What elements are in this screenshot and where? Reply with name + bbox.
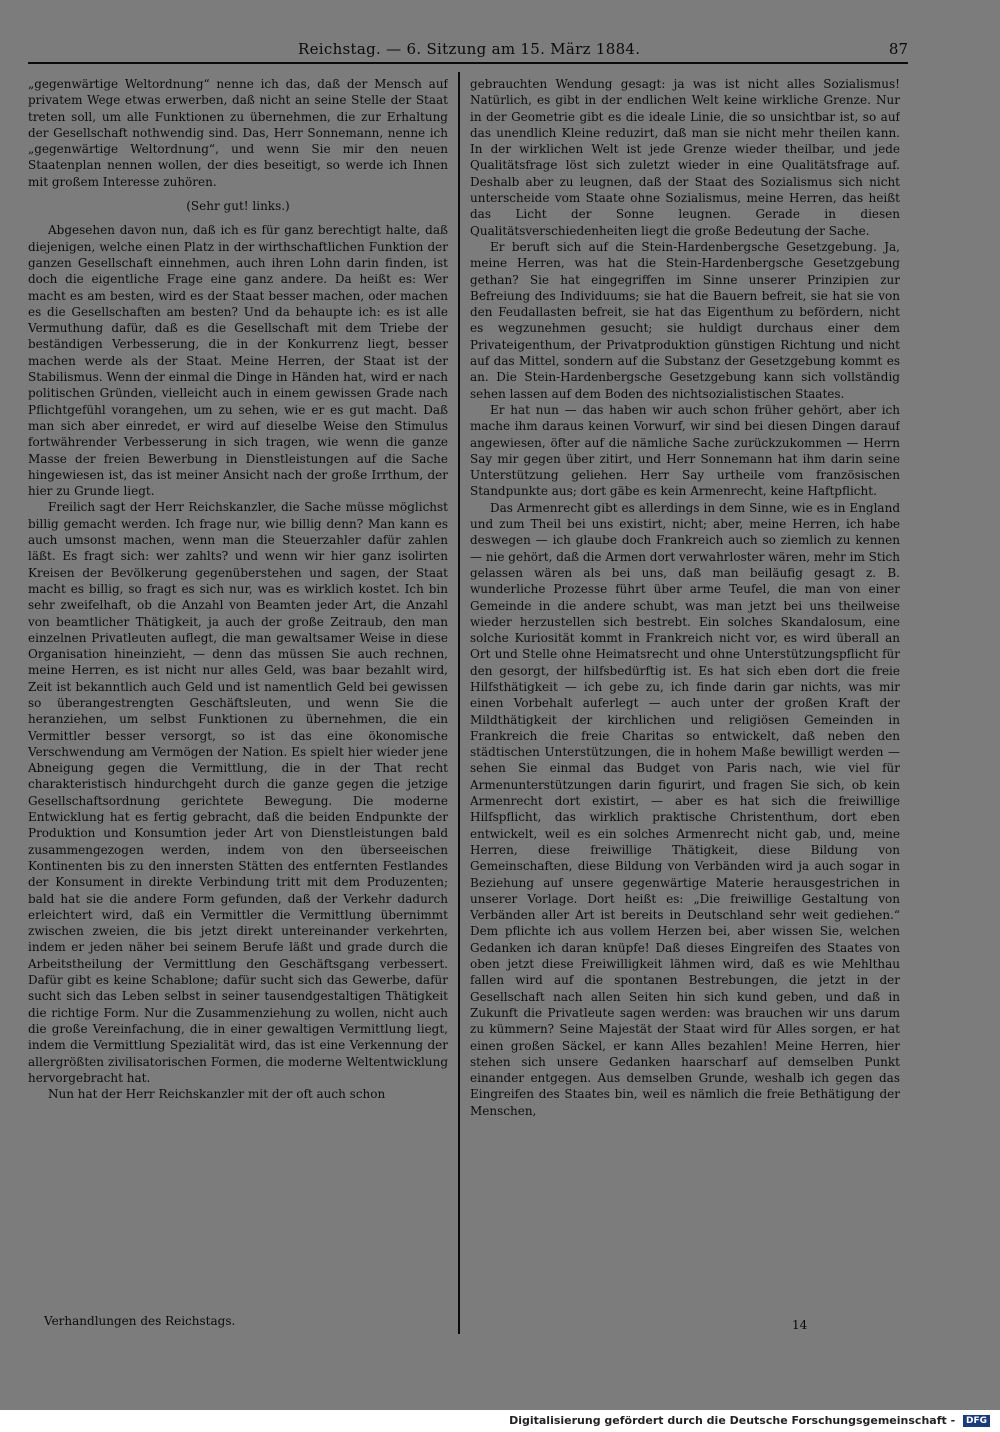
- credit-text: Digitalisierung gefördert durch die Deutsche Forschungsgemeinschaft -: [509, 1414, 956, 1427]
- paragraph: Nun hat der Herr Reichskanzler mit der oft auch schon: [48, 1087, 386, 1102]
- dfg-logo-icon: DFG: [963, 1415, 990, 1427]
- column-divider: [458, 72, 460, 1334]
- header-rule: [28, 62, 908, 64]
- paragraph: Er beruft sich auf die Stein-Hardenbergsche Gesetzgebung. Ja, meine Herren, was hat die Stein-Hardenbergsche Gesetzgebung gethan? Sie hat eingegriffen im Sinne unserer Prinzipien zur Befreiung des Individuums; sie hat die Bauern befreit, sie hat sie von den Feudallasten befreit, sie hat das Eigenthum zu befördern, nicht es wegzunehmen gesucht; sie huldigt durchaus einer dem Privateigenthum, der Privatproduktion günstigen Richtung und nicht auf das Mittel, sondern auf die Substanz der Gesetzgebung kommt es an. Die Stein-Hardenbergsche Gesetzgebung kann sich vollständig sehen lassen auf dem Boden des nichtsozialistischen Staates.: [470, 239, 900, 401]
- paragraph: Freilich sagt der Herr Reichskanzler, die Sache müsse möglichst billig gemacht werden. Ich frage nur, wie billig denn? Man kann es auch umsonst machen, wenn man die Steuerzahler dafür zahlen läßt. Es fragt sich: wer zahlts? und wenn wir hier ganz isolirten Kreisen der Bevölkerung gegenüberstehen und sagen, der Staat macht es billig, so fragt es sich nur, was es wirklich kostet. Ich bin sehr zweifelhaft, ob die Anzahl von Beamten jeder Art, die Anzahl von beamtlicher Thätigkeit, ja auch der große Zeitraub, den man einzelnen Privatleuten auflegt, die man gewaltsamer Weise in diese Organisation hineinzieht, — denn das müssen Sie auch rechnen, meine Herren, es ist nicht nur alles Geld, was baar bezahlt wird, Zeit ist bekanntlich auch Geld und ist namentlich Geld bei gewissen so überangestrengten Geschäftsleuten, und wenn Sie die heranziehen, um selbst Funktionen zu übernehmen, die ein Vermittler besser versorgt, so ist das eine ökonomische Verschwendung am Vermögen der Nation. Es spielt hier wieder jene Abneigung gegen die Vermittlung, die in der That recht charakteristisch hindurchgeht durch die ganze gegen die jetzige Gesellschaftsordnung gerichtete Bewegung. Die moderne Entwicklung hat es fertig gebracht, daß die beiden Endpunkte der Produktion und Konsumtion jeder Art von Dienstleistungen bald zusammengezogen werden, indem von den überseeischen Kontinenten bis zu den innersten Stätten des entfernten Festlandes der Konsument in direkte Verbindung tritt mit dem Produzenten; bald hat sie die andere Form gefunden, daß der Verkehr dadurch erleichtert wird, daß ein Vermittler die Vermittlung übernimmt zwischen zweien, die bis jetzt direkt untereinander verkehrten, indem er jeden näher bei seinem Berufe läßt und grade durch die Arbeitstheilung der Vermittlung den Geschäftsgang verbessert. Dafür gibt es keine Schablone; dafür sucht sich das Gewerbe, dafür sucht sich das Leben selbst in seiner tausendgestaltigen Thätigkeit die richtige Form. Nur die Zusammenziehung zu wollen, nicht auch die große Vereinfachung, die in einer gewaltigen Vermittlung liegt, indem die Vermittlung Spezialität wird, das ist eine Verkennung der allergrößten zivilisatorischen Formen, die moderne Weltentwicklung hervorgebracht hat.: [28, 500, 448, 1085]
- digitization-credit: [509, 1414, 990, 1427]
- paragraph: gebrauchten Wendung gesagt: ja was ist nicht alles Sozialismus! Natürlich, es gibt in der endlichen Welt keine wirkliche Grenze. Nur in der Geometrie gibt es die ideale Linie, die so unsichtbar ist, so auf das unendlich Kleine reduzirt, daß man sie nicht mehr theilen kann. In der wirklichen Welt ist jede Grenze wieder theilbar, und jede Qualitätsfrage löst sich zuletzt wieder in eine Qualitätsfrage auf. Deshalb aber zu leugnen, daß der Staat des Sozialismus sich nicht unterscheide vom Staate ohne Sozialismus, meine Herren, das heißt das Licht der Sonne leugnen. Gerade in diesen Qualitätsverschiedenheiten liegt die große Bedeutung der Sache.: [470, 77, 900, 238]
- paragraph: „gegenwärtige Weltordnung“ nenne ich das, daß der Mensch auf privatem Wege etwas erwerben, daß nicht an seine Stelle der Staat treten soll, um alle Funktionen zu übernehmen, die zur Erhaltung der Gesellschaft nothwendig sind. Das, Herr Sonnemann, nenne ich „gegenwärtige Weltordnung“, und wenn Sie mir den neuen Staatenplan nennen wollen, der dies beseitigt, so werde ich Ihnen mit großem Interesse zuhören.: [28, 77, 448, 189]
- page-title: Reichstag. — 6. Sitzung am 15. März 1884.: [298, 40, 641, 58]
- interjection: (Sehr gut! links.): [186, 199, 290, 214]
- page-header: [28, 34, 908, 64]
- signature-mark: 14: [792, 1318, 808, 1332]
- right-column: [470, 76, 900, 1306]
- footer-source: Verhandlungen des Reichstags.: [44, 1314, 236, 1328]
- page-number: 87: [888, 40, 908, 58]
- paragraph: Das Armenrecht gibt es allerdings in dem Sinne, wie es in England und zum Theil bei uns existirt, nicht; aber, meine Herren, ich habe deswegen — ich glaube doch Frankreich auch so ziemlich zu kennen — nie gehört, daß die Armen dort verwahrloster wären, mehr im Stich gelassen wären als bei uns, daß man beiläufig gesagt z. B. wunderliche Prozesse führt über arme Teufel, die man von einer Gemeinde in die andere schubt, was man jetzt bei uns theilweise wieder herzustellen sich bestrebt. Ein solches Skandalosum, eine solche Kuriosität kommt in Frankreich nicht vor, es wird überall an Ort und Stelle ohne Heimatsrecht und ohne Unterstützungspflicht für den gesorgt, der hilfsbedürftig ist. Es hat sich eben dort die freie Hilfsthätigkeit — ich gebe zu, ich finde darin gar nichts, was mir einen Vorbehalt auferlegt — auch unter der großen Kraft der Mildthätigkeit der kirchlichen und religiösen Gemeinden in Frankreich die freie Charitas so entwickelt, daß neben den städtischen Unterstützungen, die in hohem Maße bewilligt werden — sehen Sie einmal das Budget von Paris nach, wie viel für Armenunterstützungen darin figurirt, und fragen Sie sich, ob kein Armenrecht dort existirt, — aber es hat sich die freiwillige Hilfspflicht, das wirklich praktische Christenthum, dort eben entwickelt, weil es ein solches Armenrecht nicht gab, und, meine Herren, diese freiwillige Thätigkeit, diese Bildung von Gemeinschaften, diese Bildung von Verbänden wird ja auch sogar in Beziehung auf unsere gegenwärtige Materie herausgestrichen in unserer Vorlage. Dort heißt es: „Die freiwillige Gestaltung von Verbänden aller Art ist bereits in Deutschland sehr weit gediehen.“ Dem pflichte ich aus vollem Herzen bei, aber wissen Sie, welchen Gedanken ich daran knüpfe! Daß dieses Eingreifen des Staates von oben jetzt diese Freiwilligkeit lähmen wird, daß es wie Mehlthau fallen wird auf die spontanen Bestrebungen, die jetzt in der Gesellschaft nach allen Seiten hin sich kund geben, und daß in Zukunft die Privatleute sagen werden: was brauchen wir uns darum zu kümmern? Seine Majestät der Staat wird für Alles sorgen, er hat einen großen Säckel, er kann Alles bezahlen! Meine Herren, hier stehen sich unsere Gedanken haarscharf auf demselben Punkt einander entgegen. Aus demselben Grunde, weshalb ich gegen das Eingreifen des Staates bin, weil es nämlich die freie Bethätigung der Menschen,: [470, 500, 900, 1118]
- paragraph: Er hat nun — das haben wir auch schon früher gehört, aber ich mache ihm daraus keinen Vorwurf, wir sind bei diesen Dingen darauf angewiesen, öfter auf die nämliche Sache zurückzukommen — Herrn Say mir gegen über zitirt, und Herr Sonnemann hat ihm darin seine Unterstützung geliehen. Herr Say urtheile vom französischen Standpunkte aus; dort gäbe es kein Armenrecht, keine Haftpflicht.: [470, 402, 900, 499]
- paragraph: Abgesehen davon nun, daß ich es für ganz berechtigt halte, daß diejenigen, welche einen Platz in der wirthschaftlichen Funktion der ganzen Gesellschaft einnehmen, auch ihren Lohn darin finden, ist doch die eigentliche Frage eine ganz andere. Da heißt es: Wer macht es am besten, wird es der Staat besser machen, oder machen es die Gesellschaften am besten? Und da behaupte ich: es ist alle Vermuthung dafür, daß es die Gesellschaft mit dem Triebe der beständigen Verbesserung, die in der Konkurrenz liegt, besser machen werde als der Staat. Meine Herren, der Staat ist der Stabilismus. Wenn der einmal die Dinge in Händen hat, wird er nach politischen Gründen, vielleicht auch in einem gewissen Grade nach Pflichtgefühl vorangehen, um zu sehen, wie er es gut macht. Daß man sich aber einredet, er wird auf dieselbe Weise den Stimulus fortwährender Verbesserung in sich tragen, wie wenn die ganze Masse der freien Bewerbung in Dienstleistungen auf die Sache hingewiesen ist, das ist meiner Ansicht nach der große Irrthum, der hier zu Grunde liegt.: [28, 223, 448, 499]
- left-column: [28, 76, 448, 1306]
